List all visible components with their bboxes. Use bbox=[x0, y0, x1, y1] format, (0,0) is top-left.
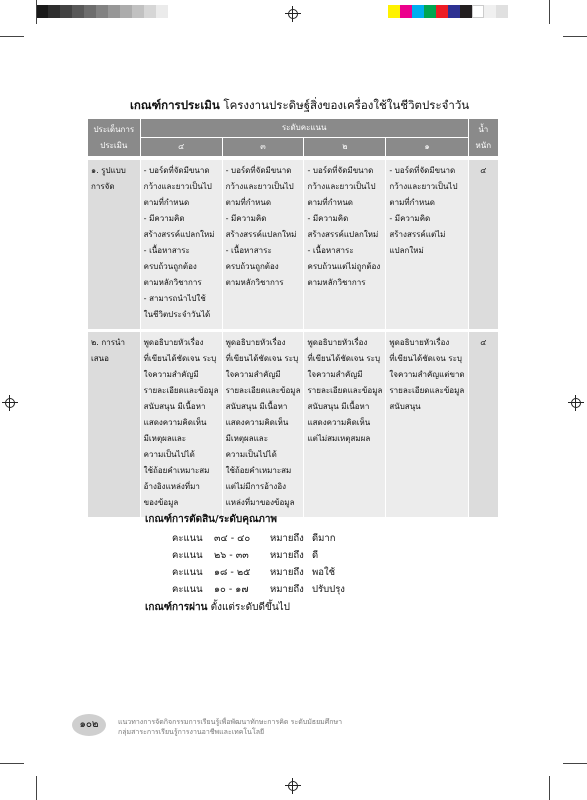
page-number: ๑๐๒ bbox=[72, 714, 106, 736]
criteria-label: คะแนน bbox=[172, 550, 203, 561]
criteria-label: คะแนน bbox=[172, 567, 203, 578]
cell-line: พูดอธิบายหัวเรื่อง bbox=[389, 338, 450, 347]
level-4: ๔ bbox=[140, 138, 222, 157]
cell-line: มีเหตุผลและ bbox=[143, 434, 187, 443]
swatch bbox=[120, 5, 132, 18]
grading-criteria bbox=[145, 512, 345, 599]
crop-mark bbox=[563, 763, 587, 764]
title-bold: เกณฑ์การประเมิน bbox=[130, 98, 220, 112]
footer-line-1: แนวทางการจัดกิจกรรมการเรียนรู้เพื่อพัฒนาทักษะการคิด ระดับมัธยมศึกษา bbox=[118, 718, 343, 726]
cell-line: ใจความสำคัญมี bbox=[307, 370, 363, 379]
cell-line: พูดอธิบายหัวเรื่อง bbox=[143, 338, 204, 347]
cell-line: ความเป็นไปได้ bbox=[143, 450, 195, 459]
level-1: ๑ bbox=[386, 138, 468, 157]
cell-line: ความเป็นไปได้ bbox=[225, 450, 277, 459]
score-cell bbox=[140, 332, 222, 517]
cell-line: อ้างอิงแหล่งที่มา bbox=[143, 482, 200, 491]
criteria-row bbox=[145, 531, 345, 548]
registration-mark-icon bbox=[285, 6, 301, 22]
cell-line: ตามที่กำหนด bbox=[307, 198, 353, 207]
grayscale-color-bar bbox=[36, 5, 168, 18]
swatch bbox=[132, 5, 144, 18]
swatch bbox=[36, 5, 48, 18]
crop-mark bbox=[563, 36, 587, 37]
cell-line: - บอร์ดที่จัดมีขนาด bbox=[307, 166, 374, 175]
score-cell bbox=[304, 160, 386, 329]
cell-line: รายละเอียดและข้อมูล bbox=[143, 386, 219, 395]
level-3: ๓ bbox=[222, 138, 304, 157]
cell-line: พูดอธิบายหัวเรื่อง bbox=[307, 338, 368, 347]
criteria-row bbox=[145, 565, 345, 582]
swatch bbox=[412, 5, 424, 18]
cell-line: ของข้อมูล bbox=[143, 498, 179, 507]
criteria-meaning: หมายถึง bbox=[270, 584, 304, 595]
score-cell bbox=[222, 160, 304, 329]
cell-line: ตามหลักวิชาการ bbox=[225, 278, 284, 287]
cell-line: ตามหลักวิชาการ bbox=[143, 278, 202, 287]
pass-text: ตั้งแต่ระดับดีขึ้นไป bbox=[207, 602, 291, 613]
cell-line: มีเหตุผลและ bbox=[225, 434, 268, 443]
footer-line-2: กลุ่มสาระการเรียนรู้การงานอาชีพและเทคโนโลยี bbox=[118, 728, 265, 736]
cell-line: กว้างและยาวเป็นไป bbox=[143, 182, 212, 191]
crop-mark bbox=[549, 776, 550, 800]
criteria-range: ๒๖ - ๓๓ bbox=[214, 550, 249, 561]
score-cell bbox=[386, 332, 468, 517]
title-rest: โครงงานประดิษฐ์สิ่งของเครื่องใช้ในชีวิตประจำวัน bbox=[219, 98, 470, 112]
cell-line: สร้างสรรค์แต่ไม่ bbox=[389, 230, 446, 239]
row-topic: ๒. การนำเสนอ bbox=[88, 332, 141, 517]
cell-line: สนับสนุน มีเนื้อหา bbox=[307, 402, 370, 411]
cell-line: สนับสนุน bbox=[389, 402, 421, 411]
criteria-row bbox=[145, 548, 345, 565]
cell-line: ใช้ถ้อยคำเหมาะสม bbox=[225, 466, 292, 475]
cell-line: - มีความคิด bbox=[143, 214, 185, 223]
crop-mark bbox=[0, 36, 24, 37]
cell-line: ตามที่กำหนด bbox=[225, 198, 272, 207]
crop-mark bbox=[549, 0, 550, 24]
crop-mark bbox=[36, 0, 37, 24]
pass-heading: เกณฑ์การผ่าน bbox=[145, 602, 208, 613]
criteria-label: คะแนน bbox=[172, 533, 203, 544]
criteria-meaning: หมายถึง bbox=[270, 533, 304, 544]
cell-line: กว้างและยาวเป็นไป bbox=[307, 182, 376, 191]
swatch bbox=[400, 5, 412, 18]
swatch bbox=[448, 5, 460, 18]
cell-line: - เนื้อหาสาระ bbox=[307, 246, 354, 255]
swatch bbox=[436, 5, 448, 18]
swatch bbox=[472, 5, 484, 18]
cell-line: สนับสนุน มีเนื้อหา bbox=[225, 402, 288, 411]
registration-mark-icon bbox=[568, 395, 584, 411]
row-weight: ๔ bbox=[468, 160, 498, 329]
cell-line: ตามที่กำหนด bbox=[143, 198, 190, 207]
crop-mark bbox=[0, 763, 24, 764]
cell-line: รายละเอียดและข้อมูล bbox=[307, 386, 383, 395]
cell-line: กว้างและยาวเป็นไป bbox=[225, 182, 294, 191]
score-cell bbox=[140, 160, 222, 329]
criteria-heading: เกณฑ์การตัดสิน/ระดับคุณภาพ bbox=[145, 514, 278, 525]
swatch bbox=[496, 5, 508, 18]
crop-mark bbox=[36, 776, 37, 800]
cell-line: พูดอธิบายหัวเรื่อง bbox=[225, 338, 286, 347]
cell-line: ที่เขียนได้ชัดเจน ระบุ bbox=[307, 354, 381, 363]
cell-line: ที่เขียนได้ชัดเจน ระบุ bbox=[225, 354, 299, 363]
cell-line: สร้างสรรค์แปลกใหม่ bbox=[307, 230, 379, 239]
page-title bbox=[130, 97, 469, 115]
rubric-table bbox=[87, 118, 499, 517]
header-level: ระดับคะแนน bbox=[140, 119, 468, 138]
cell-line: - มีความคิด bbox=[225, 214, 267, 223]
criteria-range: ๓๔ - ๔๐ bbox=[214, 533, 251, 544]
cell-line: ใจความสำคัญมี bbox=[143, 370, 199, 379]
cell-line: ที่เขียนได้ชัดเจน ระบุ bbox=[143, 354, 217, 363]
swatch bbox=[460, 5, 472, 18]
registration-mark-icon bbox=[2, 395, 18, 411]
cell-line: - มีความคิด bbox=[389, 214, 431, 223]
registration-mark-icon bbox=[285, 778, 301, 794]
score-cell bbox=[386, 160, 468, 329]
cell-line: สนับสนุน มีเนื้อหา bbox=[143, 402, 206, 411]
cell-line: - มีความคิด bbox=[307, 214, 349, 223]
cell-line: แสดงความคิดเห็น bbox=[307, 418, 371, 427]
criteria-meaning: หมายถึง bbox=[270, 550, 304, 561]
cell-line: แปลกใหม่ bbox=[389, 246, 424, 255]
cell-line: รายละเอียดและข้อมูล bbox=[225, 386, 301, 395]
level-2: ๒ bbox=[304, 138, 386, 157]
score-cell bbox=[304, 332, 386, 517]
cell-line: ใจความสำคัญมี bbox=[225, 370, 281, 379]
table-row bbox=[88, 160, 499, 329]
cell-line: แต่ไม่มีการอ้างอิง bbox=[225, 482, 287, 491]
cell-line: กว้างและยาวเป็นไป bbox=[389, 182, 458, 191]
cell-line: แหล่งที่มาของข้อมูล bbox=[225, 498, 295, 507]
swatch bbox=[48, 5, 60, 18]
cell-line: ใช้ถ้อยคำเหมาะสม bbox=[143, 466, 210, 475]
cell-line: ใจความสำคัญแต่ขาด bbox=[389, 370, 465, 379]
cell-line: - สามารถนำไปใช้ bbox=[143, 294, 206, 303]
table-row bbox=[88, 332, 499, 517]
cell-line: - เนื้อหาสาระ bbox=[225, 246, 272, 255]
criteria-grade: พอใช้ bbox=[312, 567, 336, 578]
criteria-row bbox=[145, 582, 345, 599]
cell-line: ในชีวิตประจำวันได้ bbox=[143, 310, 211, 319]
swatch bbox=[108, 5, 120, 18]
criteria-grade: ปรับปรุง bbox=[312, 584, 345, 595]
swatch bbox=[424, 5, 436, 18]
criteria-label: คะแนน bbox=[172, 584, 203, 595]
swatch bbox=[72, 5, 84, 18]
swatch bbox=[388, 5, 400, 18]
cell-line: - บอร์ดที่จัดมีขนาด bbox=[389, 166, 456, 175]
header-weight: น้ำหนัก bbox=[468, 119, 498, 157]
cell-line: แสดงความคิดเห็น bbox=[143, 418, 207, 427]
swatch bbox=[84, 5, 96, 18]
score-cell bbox=[222, 332, 304, 517]
criteria-range: ๑๐ - ๑๗ bbox=[214, 584, 249, 595]
cell-line: - บอร์ดที่จัดมีขนาด bbox=[225, 166, 292, 175]
row-weight: ๔ bbox=[468, 332, 498, 517]
cell-line: ครบถ้วนถูกต้อง bbox=[225, 262, 279, 271]
cell-line: - เนื้อหาสาระ bbox=[143, 246, 190, 255]
cell-line: - บอร์ดที่จัดมีขนาด bbox=[143, 166, 210, 175]
swatch bbox=[144, 5, 156, 18]
cell-line: ตามที่กำหนด bbox=[389, 198, 435, 207]
cell-line: รายละเอียดและข้อมูล bbox=[389, 386, 465, 395]
criteria-range: ๑๘ - ๒๕ bbox=[214, 567, 251, 578]
cell-line: สร้างสรรค์แปลกใหม่ bbox=[143, 230, 215, 239]
footer-text bbox=[118, 717, 342, 737]
cell-line: แต่ไม่สมเหตุสมผล bbox=[307, 434, 371, 443]
row-topic: ๑. รูปแบบการจัด bbox=[88, 160, 141, 329]
cell-line: ครบถ้วนถูกต้อง bbox=[143, 262, 197, 271]
header-topic: ประเด็นการประเมิน bbox=[88, 119, 141, 157]
criteria-meaning: หมายถึง bbox=[270, 567, 304, 578]
cell-line: ครบถ้วนแต่ไม่ถูกต้อง bbox=[307, 262, 381, 271]
cell-line: แสดงความคิดเห็น bbox=[225, 418, 289, 427]
cell-line: ที่เขียนได้ชัดเจน ระบุ bbox=[389, 354, 462, 363]
cell-line: สร้างสรรค์แปลกใหม่ bbox=[225, 230, 297, 239]
criteria-grade: ดี bbox=[312, 550, 319, 561]
pass-criteria bbox=[145, 600, 290, 615]
swatch bbox=[60, 5, 72, 18]
swatch bbox=[156, 5, 168, 18]
criteria-grade: ดีมาก bbox=[312, 533, 336, 544]
cell-line: ตามหลักวิชาการ bbox=[307, 278, 366, 287]
process-color-bar bbox=[388, 5, 508, 18]
swatch bbox=[96, 5, 108, 18]
swatch bbox=[484, 5, 496, 18]
